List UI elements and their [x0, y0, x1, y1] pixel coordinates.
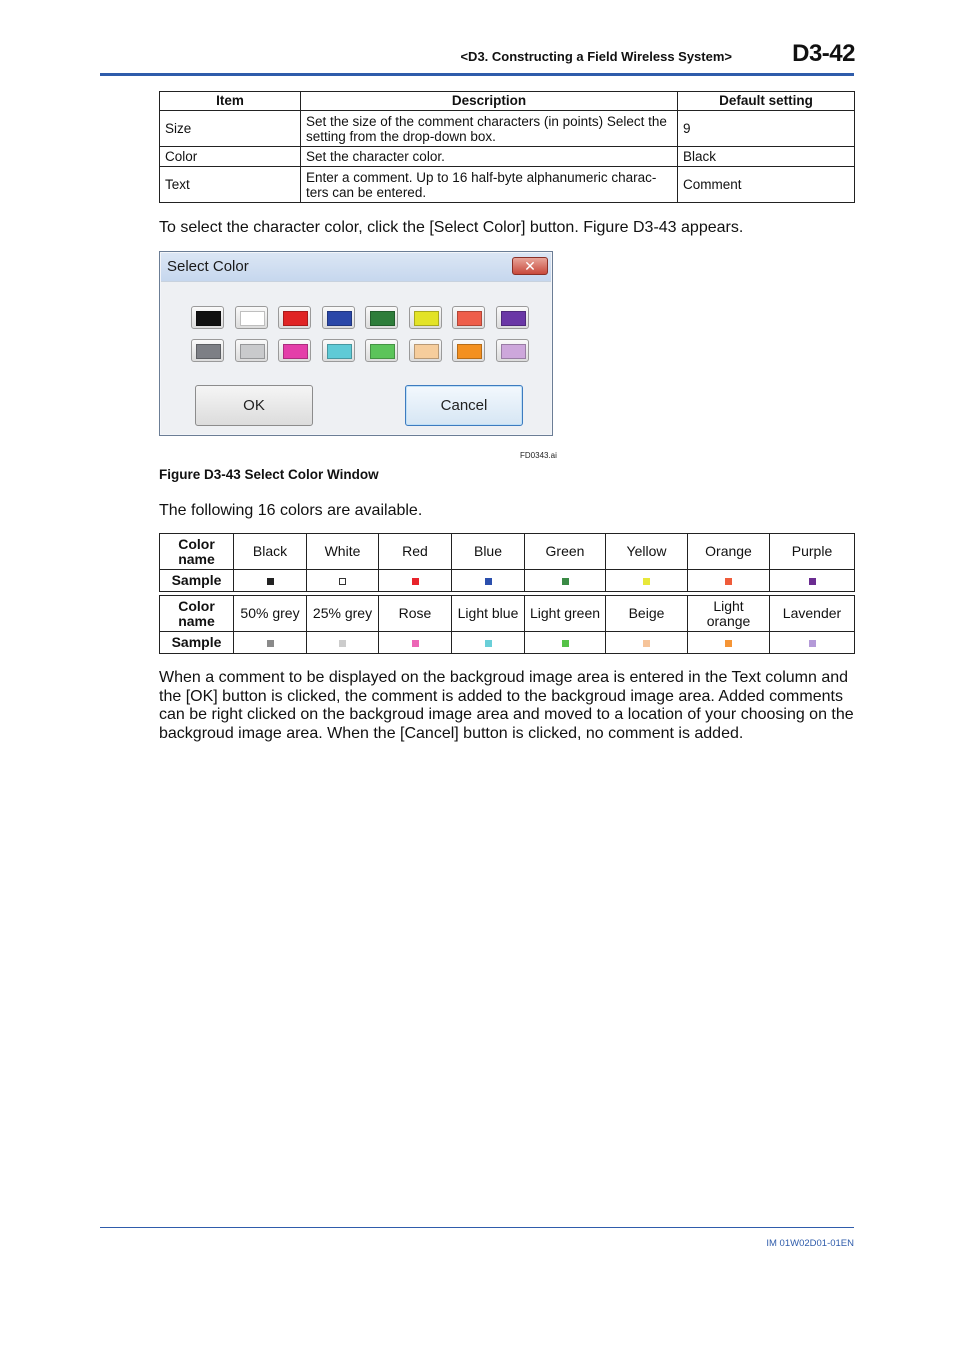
- ok-button[interactable]: OK: [195, 385, 313, 426]
- select-color-dialog: [159, 251, 553, 436]
- sample-header: Sample: [160, 570, 234, 592]
- colors-table: [159, 533, 855, 654]
- color-sample-square: [809, 578, 816, 585]
- color-swatch-fill: [370, 311, 395, 326]
- color-sample-square: [562, 578, 569, 585]
- color-swatch-button[interactable]: [235, 339, 268, 362]
- color-sample-square: [267, 640, 274, 647]
- sample-cell: [688, 570, 770, 592]
- column-header-item: Item: [160, 92, 301, 111]
- color-swatch-button[interactable]: [452, 339, 485, 362]
- sample-cell: [452, 632, 525, 654]
- color-name-cell: Rose: [379, 596, 452, 632]
- page-number: D3-42: [792, 40, 855, 67]
- cell-description: Set the size of the comment characters (in points) Select the setting from the drop-down box.: [301, 111, 678, 147]
- closing-paragraph: When a comment to be displayed on the backgroud image area is entered in the Text column and the [OK] button is clicked, the comment is added to the backgroud image area. Added comments can be right clicked on the backgroud image area and moved to a location of your choosing on the backgroud image area. When the [Cancel] button is clicked, no comment is added.: [159, 669, 854, 742]
- color-name-row: [160, 596, 855, 632]
- color-swatch-fill: [327, 311, 352, 326]
- color-sample-square: [643, 578, 650, 585]
- figure-file-label: FD0343.ai: [520, 451, 557, 460]
- color-swatch-fill: [240, 311, 265, 326]
- footer-divider: [100, 1227, 854, 1228]
- close-icon[interactable]: ✕: [512, 257, 548, 275]
- header-divider: [100, 73, 854, 76]
- color-swatch-button[interactable]: [452, 306, 485, 329]
- color-swatch-button[interactable]: [278, 339, 311, 362]
- color-name-cell: Black: [234, 534, 307, 570]
- cell-item: Size: [160, 111, 301, 147]
- color-name-cell: Purple: [770, 534, 855, 570]
- colors-intro-paragraph: The following 16 colors are available.: [159, 502, 423, 519]
- dialog-title-bar[interactable]: [161, 253, 551, 281]
- color-sample-square: [809, 640, 816, 647]
- dialog-body: [161, 281, 551, 434]
- color-name-cell: Blue: [452, 534, 525, 570]
- document-id: IM 01W02D01-01EN: [766, 1238, 854, 1249]
- color-swatch-fill: [457, 311, 482, 326]
- sample-cell: [770, 570, 855, 592]
- color-name-cell: Beige: [606, 596, 688, 632]
- color-sample-square: [485, 640, 492, 647]
- color-sample-square: [485, 578, 492, 585]
- cancel-button[interactable]: Cancel: [405, 385, 523, 426]
- sample-row: [160, 570, 855, 592]
- color-sample-square: [725, 578, 732, 585]
- sample-cell: [606, 632, 688, 654]
- cell-description: Set the character color.: [301, 147, 678, 167]
- cell-item: Text: [160, 167, 301, 203]
- color-name-cell: 50% grey: [234, 596, 307, 632]
- color-swatch-fill: [414, 311, 439, 326]
- color-sample-square: [339, 578, 346, 585]
- column-header-description: Description: [301, 92, 678, 111]
- color-swatch-button[interactable]: [191, 339, 224, 362]
- color-swatch-button[interactable]: [278, 306, 311, 329]
- sample-cell: [307, 570, 379, 592]
- table-row: [160, 147, 855, 167]
- sample-cell: [307, 632, 379, 654]
- color-sample-square: [339, 640, 346, 647]
- color-name-row: [160, 534, 855, 570]
- color-swatch-button[interactable]: [496, 306, 529, 329]
- color-name-cell: Green: [525, 534, 606, 570]
- color-swatch-fill: [501, 311, 526, 326]
- color-name-header: Color name: [160, 534, 234, 570]
- cell-default: Black: [678, 147, 855, 167]
- cell-default: Comment: [678, 167, 855, 203]
- color-swatch-fill: [501, 344, 526, 359]
- sample-cell: [234, 632, 307, 654]
- color-name-cell: Orange: [688, 534, 770, 570]
- color-swatch-button[interactable]: [322, 339, 355, 362]
- column-header-default: Default setting: [678, 92, 855, 111]
- color-name-cell: 25% grey: [307, 596, 379, 632]
- table-header-row: [160, 92, 855, 111]
- cell-item: Color: [160, 147, 301, 167]
- sample-cell: [688, 632, 770, 654]
- color-sample-square: [643, 640, 650, 647]
- color-name-cell: Lavender: [770, 596, 855, 632]
- color-swatch-fill: [414, 344, 439, 359]
- sample-cell: [525, 632, 606, 654]
- table-row: [160, 167, 855, 203]
- sample-header: Sample: [160, 632, 234, 654]
- color-swatch-button[interactable]: [496, 339, 529, 362]
- color-swatch-button[interactable]: [365, 306, 398, 329]
- intro-paragraph: To select the character color, click the [Select Color] button. Figure D3-43 appears.: [159, 219, 744, 236]
- sample-row: [160, 632, 855, 654]
- color-swatch-button[interactable]: [365, 339, 398, 362]
- color-swatch-fill: [370, 344, 395, 359]
- dialog-title: Select Color: [167, 258, 249, 275]
- color-swatch-fill: [327, 344, 352, 359]
- color-swatch-button[interactable]: [235, 306, 268, 329]
- figure-caption: Figure D3-43 Select Color Window: [159, 467, 379, 482]
- color-name-cell: Yellow: [606, 534, 688, 570]
- sample-cell: [525, 570, 606, 592]
- color-swatch-button[interactable]: [191, 306, 224, 329]
- sample-cell: [234, 570, 307, 592]
- cell-description: Enter a comment. Up to 16 half-byte alphanumeric charac-ters can be entered.: [301, 167, 678, 203]
- color-swatch-button[interactable]: [409, 339, 442, 362]
- color-swatch-fill: [196, 344, 221, 359]
- color-swatch-fill: [196, 311, 221, 326]
- settings-table: [159, 91, 855, 203]
- color-swatch-fill: [457, 344, 482, 359]
- color-name-cell: Light blue: [452, 596, 525, 632]
- sample-cell: [452, 570, 525, 592]
- sample-cell: [379, 570, 452, 592]
- color-name-cell: White: [307, 534, 379, 570]
- sample-cell: [379, 632, 452, 654]
- table-row: [160, 111, 855, 147]
- color-swatch-fill: [283, 311, 308, 326]
- color-sample-square: [412, 640, 419, 647]
- color-swatch-button[interactable]: [409, 306, 442, 329]
- color-sample-square: [267, 578, 274, 585]
- color-swatch-fill: [240, 344, 265, 359]
- sample-cell: [606, 570, 688, 592]
- color-swatch-button[interactable]: [322, 306, 355, 329]
- color-name-header: Color name: [160, 596, 234, 632]
- chapter-title: <D3. Constructing a Field Wireless System>: [460, 49, 732, 64]
- color-name-cell: Light orange: [688, 596, 770, 632]
- sample-cell: [770, 632, 855, 654]
- cell-default: 9: [678, 111, 855, 147]
- color-sample-square: [412, 578, 419, 585]
- color-sample-square: [562, 640, 569, 647]
- color-name-cell: Red: [379, 534, 452, 570]
- color-sample-square: [725, 640, 732, 647]
- color-name-cell: Light green: [525, 596, 606, 632]
- color-swatch-fill: [283, 344, 308, 359]
